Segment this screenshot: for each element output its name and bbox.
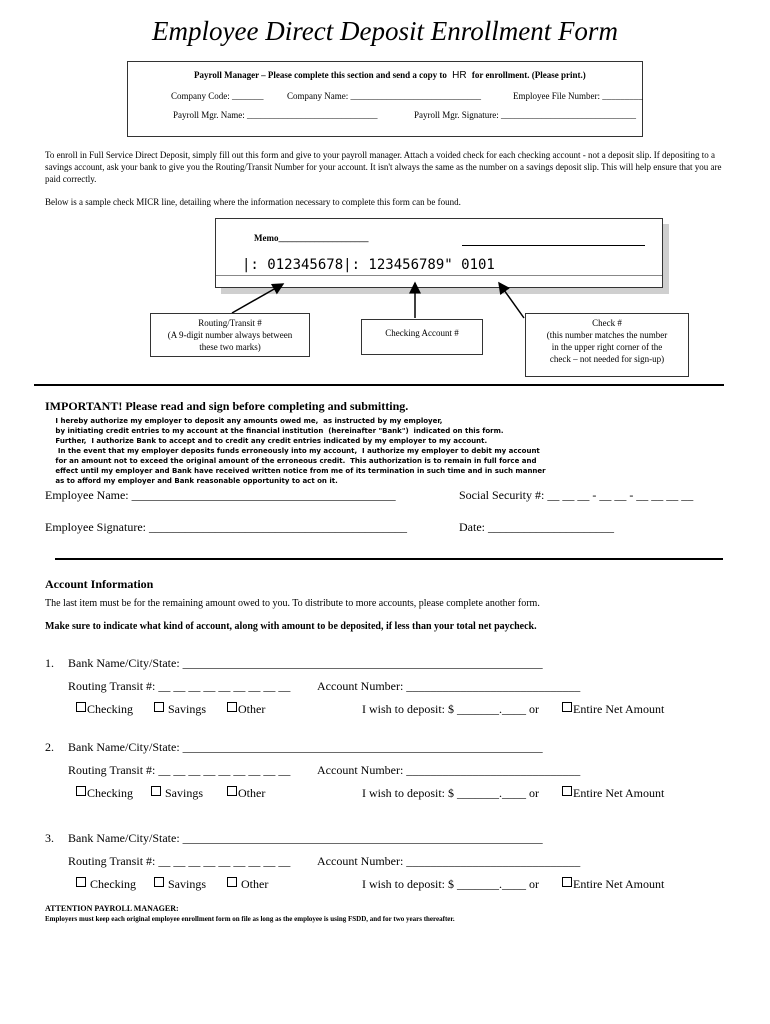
micr-line-text: |: 012345678|: 123456789" 0101 <box>242 257 495 273</box>
bank-name-field[interactable]: Bank Name/City/State: ____________________________________________________________ <box>68 656 543 670</box>
routing-label-line1: Routing/Transit # <box>198 318 262 328</box>
date-field[interactable]: Date: _____________________ <box>459 520 614 534</box>
check-number-label-box <box>525 313 689 377</box>
account-info-heading: Account Information <box>45 577 154 591</box>
routing-transit-label-box <box>150 313 310 357</box>
savings-checkbox[interactable]: Savings <box>154 702 206 717</box>
checking-checkbox[interactable]: Checking <box>76 877 136 892</box>
entire-net-amount-checkbox[interactable]: Entire Net Amount <box>562 702 664 717</box>
important-heading: IMPORTANT! Please read and sign before completing and submitting. <box>45 399 409 413</box>
check-label-line2: (this number matches the number <box>546 330 668 340</box>
payroll-header-text: Payroll Manager – Please complete this section and send a copy to <box>194 70 447 80</box>
routing-arrow <box>232 284 283 313</box>
account-info-instruction: Make sure to indicate what kind of account, along with amount to be deposited, if less than your total net paycheck. <box>45 621 537 632</box>
deposit-amount-field[interactable]: I wish to deposit: $ _______.____ or <box>362 877 539 891</box>
authorization-text: I hereby authorize my employer to deposit any amounts owed me, as instructed by my employer, by initiating credit entries to my account at the financial institution (hereinafter "Bank") indicated on this form. Further, I authorize Bank to accept and to credit any credit entries indicated by my employer to my account. In the event that my employer deposits funds erroneously into my account, I authorize my employer to debit my account for an amount not to exceed the original amount of the erroneous credit. This authorization is to remain in full force and effect until my employer and Bank have received written notice from me of its termination in such time and in such manner as to afford my employer and Bank reasonable opportunity to act on it. <box>55 417 546 485</box>
check-label-line4: check – not needed for sign-up) <box>549 354 665 364</box>
account-number-field[interactable]: Account Number: _____________________________ <box>317 854 581 868</box>
section-divider-2 <box>55 558 723 560</box>
entire-net-amount-checkbox[interactable]: Entire Net Amount <box>562 786 664 801</box>
page-title: Employee Direct Deposit Enrollment Form <box>152 16 618 46</box>
other-checkbox[interactable]: Other <box>227 702 265 717</box>
employee-file-number-field[interactable]: Employee File Number: _________ <box>513 91 643 101</box>
checkbox-icon <box>76 786 86 796</box>
ssn-field[interactable]: Social Security #: __ __ __ - __ __ - __ __ __ __ <box>459 488 694 502</box>
savings-checkbox[interactable]: Savings <box>151 786 203 801</box>
check-number-arrow <box>499 283 524 318</box>
routing-transit-field[interactable]: Routing Transit #: __ __ __ __ __ __ __ __ __ <box>68 763 291 777</box>
checkbox-icon <box>227 877 237 887</box>
checkbox-icon <box>227 786 237 796</box>
entire-net-amount-checkbox[interactable]: Entire Net Amount <box>562 877 664 892</box>
employee-signature-field[interactable]: Employee Signature: ___________________________________________ <box>45 520 407 534</box>
check-label-line1: Check # <box>592 318 622 328</box>
checkbox-icon <box>154 702 164 712</box>
company-name-field[interactable]: Company Name: _____________________________ <box>287 91 481 101</box>
intro-paragraph: To enroll in Full Service Direct Deposit, simply fill out this form and give to your payroll manager. Attach a voided check for each checking account - not a deposit slip. If depositing to a savings account, ask your bank to give you the Routing/Transit Number for your account. It isn't always the same as the number on a savings deposit slip. This will help ensure that you are paid correctly. <box>45 150 722 184</box>
checkbox-icon <box>562 702 572 712</box>
checking-label: Checking Account # <box>385 328 459 338</box>
hr-label: HR <box>452 70 467 81</box>
checking-checkbox[interactable]: Checking <box>76 786 133 801</box>
routing-label-line3: these two marks) <box>199 342 261 352</box>
checking-account-label-box <box>361 319 483 355</box>
payroll-mgr-signature-field[interactable]: Payroll Mgr. Signature: ______________________________ <box>414 110 636 120</box>
account-number-field[interactable]: Account Number: _____________________________ <box>317 763 581 777</box>
account-info-note: The last item must be for the remaining amount owed to you. To distribute to more accounts, please complete another form. <box>45 598 540 609</box>
bank-name-field[interactable]: Bank Name/City/State: ____________________________________________________________ <box>68 740 543 754</box>
checkbox-icon <box>154 877 164 887</box>
checkbox-icon <box>562 786 572 796</box>
payroll-mgr-name-field[interactable]: Payroll Mgr. Name: _____________________________ <box>173 110 378 120</box>
check-label-line3: in the upper right corner of the <box>551 342 663 352</box>
deposit-amount-field[interactable]: I wish to deposit: $ _______.____ or <box>362 702 539 716</box>
checkbox-icon <box>151 786 161 796</box>
payroll-header-tail: for enrollment. (Please print.) <box>471 70 586 80</box>
company-code-field[interactable]: Company Code: _______ <box>171 91 264 101</box>
other-checkbox[interactable]: Other <box>227 877 268 892</box>
checkbox-icon <box>227 702 237 712</box>
checkbox-icon <box>76 702 86 712</box>
account-number-field[interactable]: Account Number: _____________________________ <box>317 679 581 693</box>
micr-note: Below is a sample check MICR line, detailing where the information necessary to complete this form can be found. <box>45 197 461 207</box>
attention-note: Employers must keep each original employee enrollment form on file as long as the employee is using FSDD, and for two years thereafter. <box>45 915 455 923</box>
checking-checkbox[interactable]: Checking <box>76 702 133 717</box>
attention-heading: ATTENTION PAYROLL MANAGER: <box>45 904 179 913</box>
check-memo: Memo____________________ <box>254 233 369 243</box>
account-number-index: 2. <box>45 740 54 754</box>
routing-transit-field[interactable]: Routing Transit #: __ __ __ __ __ __ __ __ __ <box>68 854 291 868</box>
routing-label-line2: (A 9-digit number always between <box>167 330 293 340</box>
section-divider <box>34 384 724 386</box>
bank-name-field[interactable]: Bank Name/City/State: ____________________________________________________________ <box>68 831 543 845</box>
deposit-amount-field[interactable]: I wish to deposit: $ _______.____ or <box>362 786 539 800</box>
employee-name-field[interactable]: Employee Name: ____________________________________________ <box>45 488 396 502</box>
account-number-index: 3. <box>45 831 54 845</box>
other-checkbox[interactable]: Other <box>227 786 265 801</box>
checkbox-icon <box>76 877 86 887</box>
account-number-index: 1. <box>45 656 54 670</box>
savings-checkbox[interactable]: Savings <box>154 877 206 892</box>
checkbox-icon <box>562 877 572 887</box>
routing-transit-field[interactable]: Routing Transit #: __ __ __ __ __ __ __ __ __ <box>68 679 291 693</box>
